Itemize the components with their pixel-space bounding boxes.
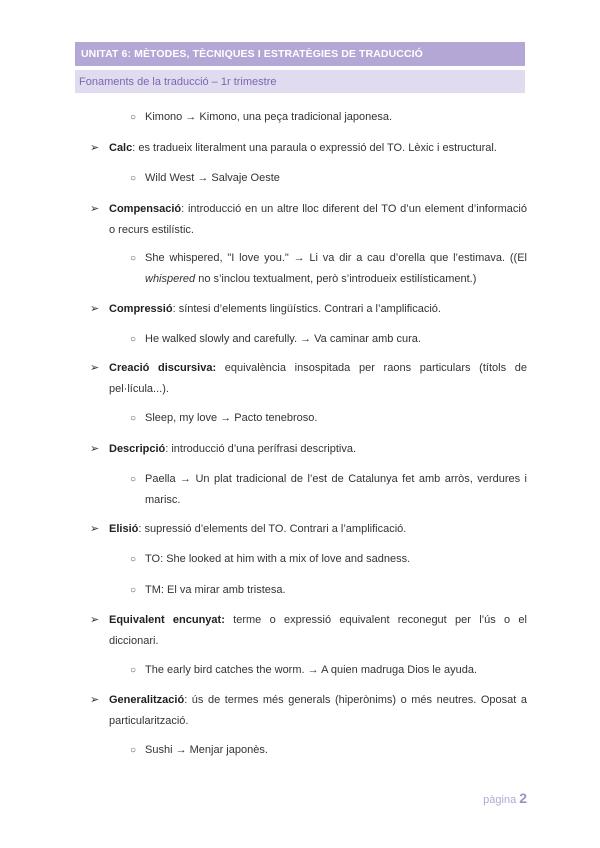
course-subtitle: Fonaments de la traducció – 1r trimestre bbox=[79, 75, 277, 88]
example-text: Paella → Un plat tradicional de l’est de Catalunya fet amb arròs, verdures i marisc. bbox=[145, 473, 527, 506]
page-label: pàgina bbox=[483, 794, 517, 806]
term: Compressió bbox=[109, 303, 173, 315]
arrow-bullet-icon: ➢ bbox=[90, 303, 100, 315]
example-text-part1: She whispered, "I love you." → Li va dir a cau d’orella que l’estimava. ((El bbox=[145, 252, 527, 264]
arrow-bullet-icon: ➢ bbox=[90, 523, 100, 535]
term: Equivalent encunyat: bbox=[109, 614, 225, 626]
example-compensacio bbox=[130, 248, 527, 290]
example-text-part2: no s’inclou textualment, però s’introdueix estilísticament.) bbox=[195, 273, 477, 285]
example-kimono bbox=[130, 107, 527, 128]
example-text: TM: El va mirar amb tristesa. bbox=[145, 584, 286, 596]
example-descripcio bbox=[130, 469, 527, 511]
term: Calc bbox=[109, 142, 133, 154]
example-text: He walked slowly and carefully. → Va caminar amb cura. bbox=[145, 333, 421, 345]
technique-elisio bbox=[90, 519, 527, 540]
technique-calc bbox=[90, 138, 527, 159]
term: Creació discursiva: bbox=[109, 362, 217, 374]
circle-bullet-icon: ○ bbox=[130, 173, 137, 184]
definition: : es tradueix literalment una paraula o expressió del TO. Lèxic i estructural. bbox=[132, 142, 497, 154]
circle-bullet-icon: ○ bbox=[130, 745, 137, 756]
technique-compressio bbox=[90, 299, 527, 320]
technique-equivalent-encunyat bbox=[90, 610, 527, 652]
definition: : introducció en un altre lloc diferent del TO d’un element d’informació o recurs estilístic. bbox=[109, 203, 527, 236]
example-text: Sleep, my love → Pacto tenebroso. bbox=[145, 412, 318, 424]
definition: : supressió d’elements del TO. Contrari a l’amplificació. bbox=[138, 523, 407, 535]
example-generalitzacio bbox=[130, 740, 527, 761]
definition: equivalència insospitada per raons particulars (títols de pel·lícula...). bbox=[109, 362, 527, 395]
example-text-italic: whispered bbox=[145, 273, 196, 285]
example-text: Wild West → Salvaje Oeste bbox=[145, 172, 280, 184]
example-text: Sushi → Menjar japonès. bbox=[145, 744, 268, 756]
example-text: The early bird catches the worm. → A quien madruga Dios le ayuda. bbox=[145, 664, 478, 676]
technique-compensacio bbox=[90, 199, 527, 241]
circle-bullet-icon: ○ bbox=[130, 253, 137, 264]
definition: : ús de termes més generals (hiperònims) o més neutres. Oposat a particularització. bbox=[109, 694, 527, 727]
term: Compensació bbox=[109, 203, 182, 215]
example-text: Kimono → Kimono, una peça tradicional japonesa. bbox=[145, 111, 393, 123]
arrow-bullet-icon: ➢ bbox=[90, 362, 100, 374]
unit-title: UNITAT 6: MÈTODES, TÈCNIQUES I ESTRATÈGIES DE TRADUCCIÓ bbox=[81, 48, 423, 60]
term: Elisió bbox=[109, 523, 139, 535]
example-text: TO: She looked at him with a mix of love and sadness. bbox=[145, 553, 411, 565]
example-elisio-to bbox=[130, 549, 527, 570]
arrow-bullet-icon: ➢ bbox=[90, 614, 100, 626]
circle-bullet-icon: ○ bbox=[130, 413, 137, 424]
course-subtitle-bar bbox=[75, 70, 525, 93]
definition: : síntesi d’elements lingüístics. Contrari a l’amplificació. bbox=[172, 303, 441, 315]
circle-bullet-icon: ○ bbox=[130, 665, 137, 676]
arrow-bullet-icon: ➢ bbox=[90, 203, 100, 215]
circle-bullet-icon: ○ bbox=[130, 554, 137, 565]
circle-bullet-icon: ○ bbox=[130, 585, 137, 596]
example-equivalent-encunyat bbox=[130, 660, 527, 681]
arrow-bullet-icon: ➢ bbox=[90, 142, 100, 154]
term: Descripció bbox=[109, 443, 166, 455]
circle-bullet-icon: ○ bbox=[130, 474, 137, 485]
example-elisio-tm bbox=[130, 580, 527, 601]
example-calc bbox=[130, 168, 527, 189]
technique-generalitzacio bbox=[90, 690, 527, 732]
circle-bullet-icon: ○ bbox=[130, 112, 137, 123]
definition: terme o expressió equivalent reconegut per l’ús o el diccionari. bbox=[109, 614, 527, 647]
circle-bullet-icon: ○ bbox=[130, 334, 137, 345]
term: Generalització bbox=[109, 694, 185, 706]
unit-title-bar bbox=[75, 42, 525, 66]
technique-creacio-discursiva bbox=[90, 358, 527, 400]
technique-descripcio bbox=[90, 439, 527, 460]
page-footer bbox=[483, 790, 527, 806]
definition: : introducció d’una perífrasi descriptiva. bbox=[165, 443, 357, 455]
arrow-bullet-icon: ➢ bbox=[90, 443, 100, 455]
example-compressio bbox=[130, 329, 527, 350]
arrow-bullet-icon: ➢ bbox=[90, 694, 100, 706]
example-creacio-discursiva bbox=[130, 408, 527, 429]
page-number: 2 bbox=[519, 790, 527, 806]
